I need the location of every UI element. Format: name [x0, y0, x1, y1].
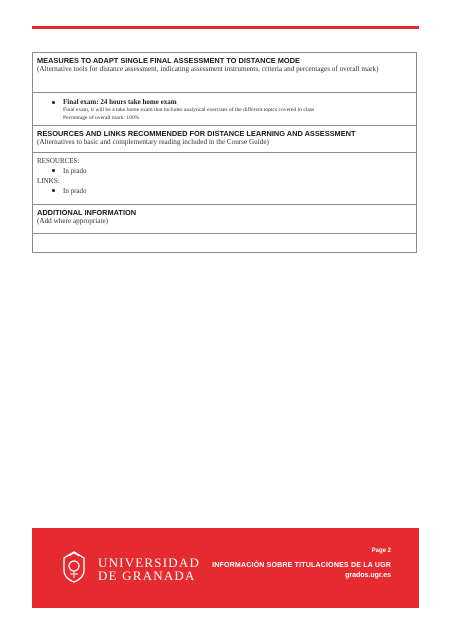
footer-band: [32, 528, 419, 608]
exam-row: [33, 93, 416, 126]
exam-title: Final exam: 24 hours take home exam: [63, 98, 177, 106]
page-number: Page 2: [371, 548, 391, 554]
header-rule: [32, 26, 419, 29]
exam-item: [37, 98, 412, 122]
resources-subtitle: (Alternatives to basic and complementary reading included in the Course Guide): [37, 138, 269, 146]
university-seal-icon: [60, 550, 88, 584]
assessment-table: [32, 52, 417, 253]
resources-label: RESOURCES:: [37, 157, 80, 165]
resources-header-row: [33, 126, 416, 153]
exam-description: Final exam, it will be a take home exam that includes analytical exercises of the different topics covered in class: [63, 107, 315, 113]
measures-title: MEASURES TO ADAPT SINGLE FINAL ASSESSMENT TO DISTANCE MODE: [37, 56, 300, 65]
links-label: LINKS:: [37, 177, 60, 185]
additional-subtitle: (Add where appropriate): [37, 217, 109, 225]
additional-header-row: [33, 205, 416, 234]
footer-info: INFORMACIÓN SOBRE TITULACIONES DE LA UGR: [212, 562, 391, 569]
resources-list-row: [33, 153, 416, 205]
links-item: In prado: [37, 186, 412, 196]
measures-header-row: [33, 53, 416, 93]
university-name-line2: DE GRANADA: [98, 568, 196, 583]
measures-subtitle: (Alternative tools for distance assessment, indicating assessment instruments, criteria and percentages of overall mark): [37, 65, 379, 73]
additional-content-row: [33, 234, 416, 252]
university-name-line1: UNIVERSIDAD: [98, 555, 201, 570]
resources-title: RESOURCES AND LINKS RECOMMENDED FOR DISTANCE LEARNING AND ASSESSMENT: [37, 129, 356, 138]
exam-percentage: Percentage of overall mark: 100%: [63, 114, 140, 121]
additional-title: ADDITIONAL INFORMATION: [37, 208, 137, 217]
footer-website-link[interactable]: grados.ugr.es: [345, 572, 391, 579]
resources-item: In prado: [37, 166, 412, 176]
